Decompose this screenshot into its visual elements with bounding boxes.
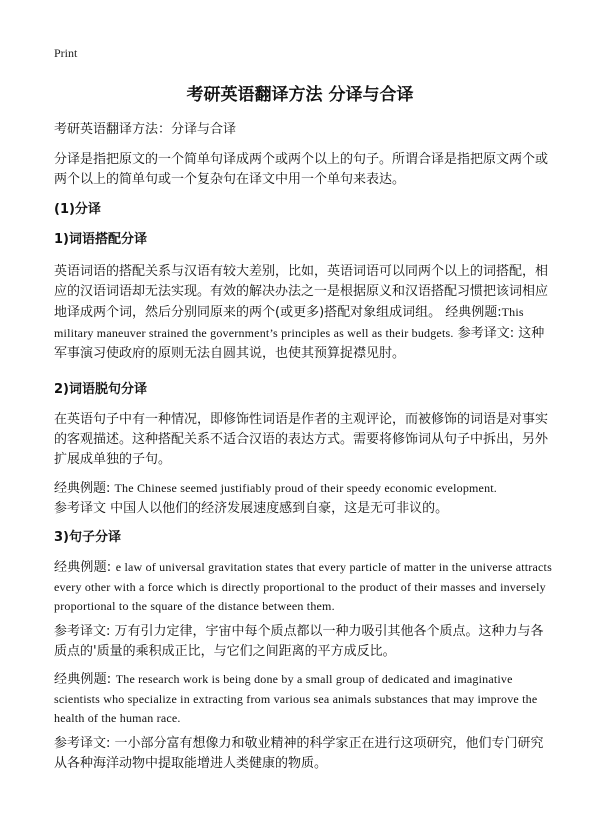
sub3-example2-en: The research work is being done by a small group of dedicated and imaginative scientists who specialize in extracting from various sea animals substances that may improve the health of the human race. (54, 672, 538, 725)
sub3-ref1 (54, 622, 554, 662)
sub1-ref-label: 参考译文: (453, 326, 519, 341)
sub2-example-label: 经典例题: (54, 481, 115, 496)
print-link[interactable]: Print (54, 46, 78, 60)
sub2-ref-text: 中国人以他们的经济发展速度感到自豪，这是无可非议的。 (110, 501, 449, 516)
subtitle-block (54, 120, 554, 140)
sub2-example-en: The Chinese seemed justifiably proud of their speedy economic evelopment. (114, 481, 498, 495)
subtitle: 考研英语翻译方法：分译与合译 (54, 122, 237, 137)
section1-heading-block (54, 200, 554, 220)
sub3-ref1-block (54, 622, 554, 662)
sub3-ref2-text: 一小部分富有想像力和敬业精神的科学家正在进行这项研究，他们专门研究从各种海洋动物中提取能增进人类健康的物质。 (54, 736, 544, 771)
sub2-ref-label: 参考译文 (54, 501, 111, 516)
sub3-ref1-label: 参考译文: (54, 624, 115, 639)
sub3-ref2 (54, 734, 554, 774)
intro-block (54, 150, 554, 190)
sub3-example2 (54, 670, 554, 728)
page-title: 考研英语翻译方法 分译与合译 (186, 85, 414, 105)
sub2-paragraph-block (54, 410, 554, 470)
sub3-ref2-label: 参考译文: (54, 736, 115, 751)
sub3-example1-label: 经典例题: (54, 560, 116, 575)
section1-heading: (1)分译 (54, 202, 101, 217)
sub2-paragraph: 在英语句子中有一种情况，即修饰性词语是作者的主观评论，而被修饰的词语是对事实的客观描述。这种搭配关系不适合汉语的表达方式。需要将修饰词从句子中拆出，另外扩展成单独的子句。 (54, 412, 549, 467)
sub2-ref (54, 499, 554, 519)
sub3-ref1-text: 万有引力定律，宇宙中每个质点都以一种力吸引其他各个质点。这种力与各质点的'质量的乘积成正比，与它们之间距离的平方成反比。 (54, 624, 544, 659)
sub3-heading-block (54, 528, 554, 548)
sub1-paragraph (54, 262, 554, 364)
sub1-ref-text: 这种军事演习使政府的原则无法自圆其说，也使其预算捉襟见肘。 (54, 326, 545, 361)
sub1-para-en: This military maneuver strained the government’s principles as well as their budgets. (54, 305, 524, 340)
sub2-heading: 2)词语脱句分译 (54, 382, 147, 397)
sub3-example1-en: e law of universal gravitation states that every particle of matter in the universe attracts every other with a force which is directly proportional to the product of their masses and inversely proportional to the square of the distance between them. (54, 560, 552, 613)
sub3-heading: 3)句子分译 (54, 530, 121, 545)
sub3-example1 (54, 558, 554, 616)
sub2-heading-block (54, 380, 554, 400)
sub3-example2-block (54, 670, 554, 728)
sub3-example1-block (54, 558, 554, 616)
sub1-heading: 1)词语搭配分译 (54, 232, 147, 247)
sub1-para-zh: 英语词语的搭配关系与汉语有较大差别，比如，英语词语可以同两个以上的词搭配，相应的汉语词语却无法实现。有效的解决办法之一是根据原义和汉语搭配习惯把该词相应地译成两个词，然后分别同原来的两个(或更多)搭配对象组成词组。 经典例题: (54, 264, 549, 320)
sub2-example-block (54, 478, 554, 519)
sub3-example2-label: 经典例题: (54, 672, 116, 687)
sub2-example (54, 478, 554, 499)
sub1-paragraph-block (54, 262, 554, 364)
sub3-ref2-block (54, 734, 554, 774)
intro-paragraph: 分译是指把原文的一个简单句译成两个或两个以上的句子。所谓合译是指把原文两个或两个以上的简单句或一个复杂句在译文中用一个单句来表达。 (54, 152, 549, 187)
sub1-heading-block (54, 230, 554, 250)
